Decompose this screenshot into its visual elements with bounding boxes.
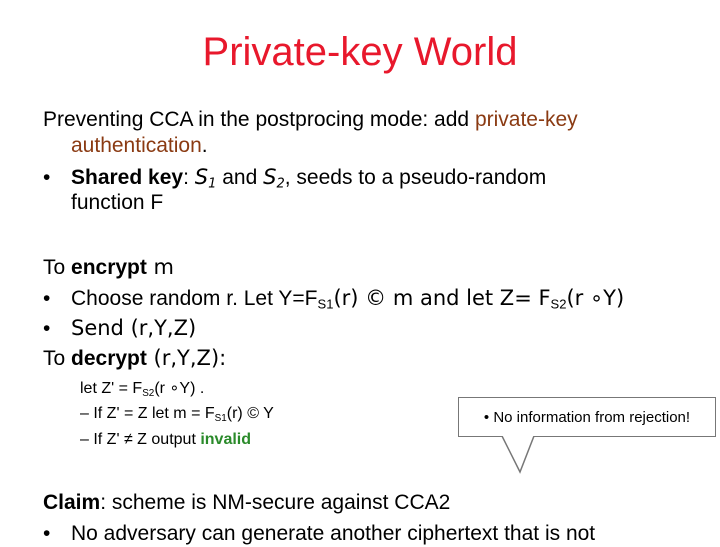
shared-key-line-2: function F [71, 191, 164, 214]
decrypt-l3-a: – If Z' ≠ Z output [80, 431, 201, 448]
encrypt-step-send-text: Send (r,Y,Z) [71, 316, 197, 340]
intro-line-1 [43, 107, 578, 133]
shared-key-colon: : [183, 166, 189, 189]
decrypt-l1-sub-s: S [142, 387, 149, 399]
decrypt-heading [43, 345, 226, 372]
seed-s2-letter: S [263, 165, 277, 189]
encrypt-step-choose-c: (r ∘Y) [566, 286, 625, 310]
seed-s1 [194, 165, 217, 192]
bullet-icon: • [43, 317, 51, 340]
claim-line [43, 490, 450, 516]
decrypt-l2-a: – If Z' = Z let m = F [80, 405, 215, 422]
claim-text: : scheme is NM-secure against CCA2 [100, 491, 451, 514]
intro-line-2 [71, 133, 208, 159]
encrypt-heading [43, 254, 174, 281]
shared-key-and: and [216, 166, 264, 189]
encrypt-sub-s: S [317, 296, 327, 312]
encrypt-step-send [43, 315, 196, 342]
encrypt-sub-1: 1 [326, 296, 334, 312]
decrypt-prefix: To [43, 347, 72, 370]
seed-s1-letter: S [194, 165, 209, 189]
callout-no-information: • No information from rejection! [458, 397, 716, 437]
encrypt-step-choose [43, 285, 624, 312]
encrypt-prefix: To [43, 256, 72, 279]
decrypt-step-notequal [80, 430, 251, 450]
intro-period: . [201, 134, 208, 157]
claim-bullet-cut [43, 521, 595, 547]
encrypt-sub2-s: S [550, 296, 560, 312]
intro-prefix: Preventing CCA in the postprocing mode: add [43, 108, 475, 131]
seed-s2-sub: 2 [276, 176, 285, 192]
claim-label: Claim [43, 491, 101, 514]
decrypt-l2-sub-s: S [214, 412, 222, 424]
seed-s1-sub: 1 [208, 176, 217, 192]
decrypt-step-equal [80, 404, 274, 424]
decrypt-l2-sub-1: 1 [221, 412, 227, 424]
bullet-icon: • [43, 287, 51, 310]
encrypt-var: m [146, 255, 175, 279]
callout-tail-icon [500, 436, 560, 476]
shared-key-rest: , seeds to a pseudo-random [284, 166, 547, 189]
decrypt-args: (r,Y,Z): [146, 346, 227, 370]
shared-key-line-1 [43, 164, 546, 191]
claim-bullet-text: No adversary can generate another ciphertext that is not [71, 522, 596, 545]
decrypt-label: decrypt [71, 347, 147, 370]
decrypt-l1-b: (r ∘Y) . [154, 380, 205, 397]
bullet-icon: • [43, 166, 51, 189]
slide-title: Private-key World [202, 30, 518, 74]
encrypt-step-choose-a: Choose random r. Let Y=F [71, 287, 318, 310]
decrypt-l1-a: let Z' = F [80, 380, 143, 397]
encrypt-sub2-2: 2 [559, 296, 567, 312]
invalid-output: invalid [200, 431, 252, 448]
decrypt-step-let [80, 379, 204, 399]
bullet-icon: • [43, 522, 51, 545]
intro-accent-private-key: private-key [474, 108, 578, 131]
encrypt-step-choose-b: (r) © m and let Z= F [333, 286, 551, 310]
intro-accent-authentication: authentication [71, 134, 202, 157]
decrypt-l1-sub-2: 2 [148, 387, 155, 399]
decrypt-l2-b: (r) © Y [226, 405, 274, 422]
shared-key-label: Shared key [71, 166, 184, 189]
seed-s2 [263, 165, 285, 192]
encrypt-label: encrypt [71, 256, 147, 279]
